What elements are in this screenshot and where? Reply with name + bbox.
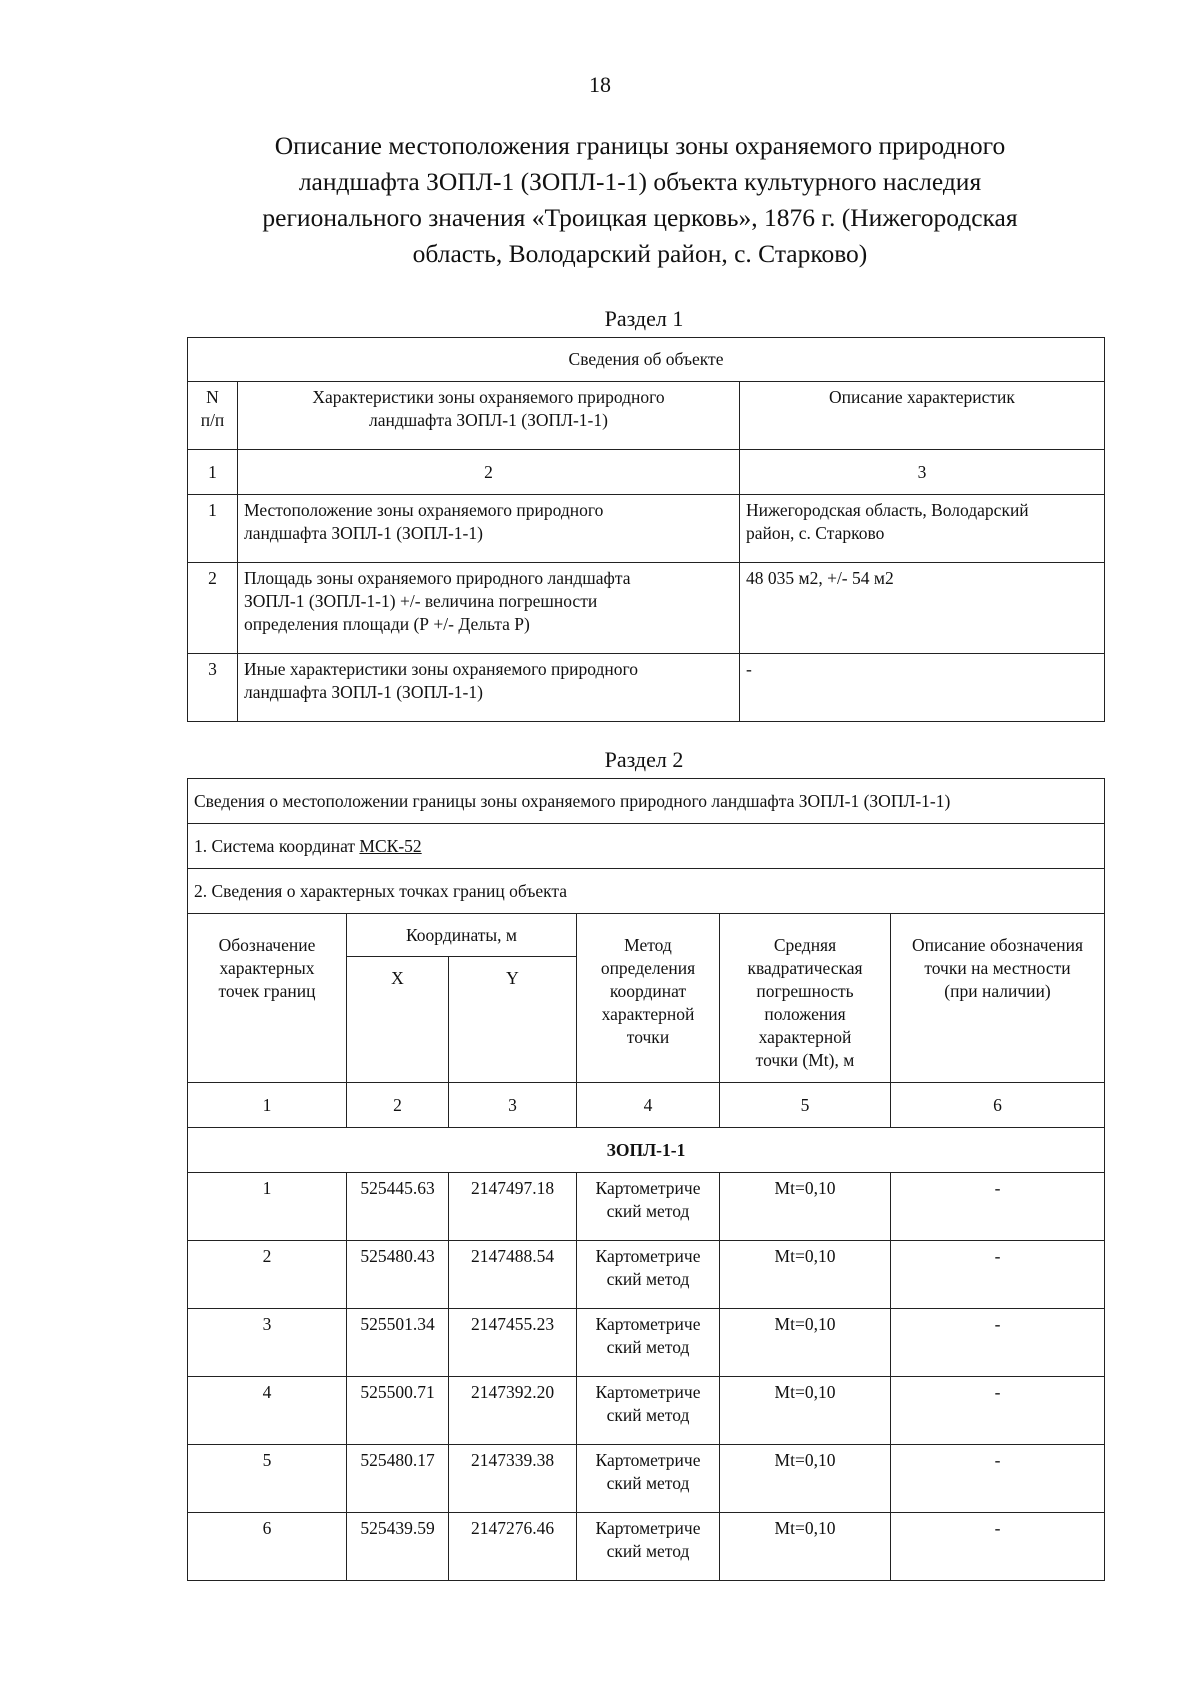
row-description: 48 035 м2, +/- 54 м2 bbox=[740, 563, 1105, 654]
point-x: 525480.17 bbox=[347, 1445, 449, 1513]
point-number: 6 bbox=[188, 1513, 347, 1581]
row-description: - bbox=[740, 654, 1105, 722]
page-number: 18 bbox=[589, 72, 611, 97]
table-row bbox=[188, 495, 1105, 563]
section1-caption: Раздел 1 bbox=[604, 306, 684, 331]
point-description: - bbox=[891, 1309, 1105, 1377]
point-description: - bbox=[891, 1173, 1105, 1241]
points-header: 2. Сведения о характерных точках границ объекта bbox=[188, 869, 1105, 914]
col-header-n: N п/п bbox=[188, 382, 238, 450]
col-number: 4 bbox=[577, 1083, 720, 1128]
col-header-coordinates: Координаты, м bbox=[347, 914, 577, 957]
point-number: 2 bbox=[188, 1241, 347, 1309]
point-description: - bbox=[891, 1513, 1105, 1581]
row-characteristic: Площадь зоны охраняемого природного ландшафта ЗОПЛ-1 (ЗОПЛ-1-1) +/- величина погрешности определения площади (Р +/- Дельта Р) bbox=[238, 563, 740, 654]
col-header-description: Описание характеристик bbox=[740, 382, 1105, 450]
point-y: 2147339.38 bbox=[449, 1445, 577, 1513]
section2-table bbox=[187, 778, 1105, 1581]
point-number: 1 bbox=[188, 1173, 347, 1241]
point-number: 4 bbox=[188, 1377, 347, 1445]
col-header-accuracy: Средняя квадратическая погрешность положения характерной точки (Mt), м bbox=[720, 914, 891, 1083]
point-accuracy: Mt=0,10 bbox=[720, 1241, 891, 1309]
col-number: 5 bbox=[720, 1083, 891, 1128]
table-row bbox=[188, 1173, 1105, 1241]
point-accuracy: Mt=0,10 bbox=[720, 1513, 891, 1581]
point-y: 2147276.46 bbox=[449, 1513, 577, 1581]
point-number: 5 bbox=[188, 1445, 347, 1513]
zone-label: ЗОПЛ-1-1 bbox=[188, 1128, 1105, 1173]
row-number: 2 bbox=[188, 563, 238, 654]
point-y: 2147497.18 bbox=[449, 1173, 577, 1241]
title-line: Описание местоположения границы зоны охраняемого природного bbox=[274, 131, 1006, 160]
point-x: 525500.71 bbox=[347, 1377, 449, 1445]
col-header-designation: Обозначение характерных точек границ bbox=[188, 914, 347, 1083]
point-accuracy: Mt=0,10 bbox=[720, 1173, 891, 1241]
point-accuracy: Mt=0,10 bbox=[720, 1377, 891, 1445]
row-characteristic: Местоположение зоны охраняемого природного ландшафта ЗОПЛ-1 (ЗОПЛ-1-1) bbox=[238, 495, 740, 563]
col-number: 2 bbox=[238, 450, 740, 495]
point-x: 525439.59 bbox=[347, 1513, 449, 1581]
col-header-method: Метод определения координат характерной точки bbox=[577, 914, 720, 1083]
title-line: ландшафта ЗОПЛ-1 (ЗОПЛ-1-1) объекта культурного наследия bbox=[298, 167, 982, 196]
point-y: 2147455.23 bbox=[449, 1309, 577, 1377]
point-description: - bbox=[891, 1241, 1105, 1309]
point-x: 525501.34 bbox=[347, 1309, 449, 1377]
col-number: 1 bbox=[188, 1083, 347, 1128]
point-x: 525480.43 bbox=[347, 1241, 449, 1309]
document-title bbox=[190, 128, 1090, 272]
col-number: 2 bbox=[347, 1083, 449, 1128]
point-number: 3 bbox=[188, 1309, 347, 1377]
col-header-characteristics: Характеристики зоны охраняемого природного ландшафта ЗОПЛ-1 (ЗОПЛ-1-1) bbox=[238, 382, 740, 450]
table-row bbox=[188, 654, 1105, 722]
point-accuracy: Mt=0,10 bbox=[720, 1309, 891, 1377]
row-description: Нижегородская область, Володарский район, с. Старково bbox=[740, 495, 1105, 563]
title-line: регионального значения «Троицкая церковь», 1876 г. (Нижегородская bbox=[262, 203, 1018, 232]
point-x: 525445.63 bbox=[347, 1173, 449, 1241]
row-characteristic: Иные характеристики зоны охраняемого природного ландшафта ЗОПЛ-1 (ЗОПЛ-1-1) bbox=[238, 654, 740, 722]
point-method: Картометриче ский метод bbox=[577, 1377, 720, 1445]
point-description: - bbox=[891, 1445, 1105, 1513]
table-row bbox=[188, 1377, 1105, 1445]
col-number: 3 bbox=[740, 450, 1105, 495]
col-number: 1 bbox=[188, 450, 238, 495]
title-line: область, Володарский район, с. Старково) bbox=[412, 239, 868, 268]
point-method: Картометриче ский метод bbox=[577, 1309, 720, 1377]
table-row bbox=[188, 1445, 1105, 1513]
point-accuracy: Mt=0,10 bbox=[720, 1445, 891, 1513]
point-y: 2147392.20 bbox=[449, 1377, 577, 1445]
section2-header: Сведения о местоположении границы зоны охраняемого природного ландшафта ЗОПЛ-1 (ЗОПЛ-1-1) bbox=[188, 779, 1105, 824]
coordinate-system: 1. Система координат МСК-52 bbox=[188, 824, 1105, 869]
point-method: Картометриче ский метод bbox=[577, 1173, 720, 1241]
col-number: 6 bbox=[891, 1083, 1105, 1128]
point-description: - bbox=[891, 1377, 1105, 1445]
point-y: 2147488.54 bbox=[449, 1241, 577, 1309]
section1-table bbox=[187, 337, 1105, 722]
table-row bbox=[188, 563, 1105, 654]
col-header-y: Y bbox=[449, 957, 577, 1083]
col-header-point-description: Описание обозначения точки на местности (при наличии) bbox=[891, 914, 1105, 1083]
table-row bbox=[188, 1241, 1105, 1309]
col-number: 3 bbox=[449, 1083, 577, 1128]
row-number: 1 bbox=[188, 495, 238, 563]
col-header-x: X bbox=[347, 957, 449, 1083]
table-row bbox=[188, 1309, 1105, 1377]
coordinate-system-value: МСК-52 bbox=[359, 835, 422, 856]
point-method: Картометриче ский метод bbox=[577, 1241, 720, 1309]
table-row bbox=[188, 1513, 1105, 1581]
point-method: Картометриче ский метод bbox=[577, 1513, 720, 1581]
section1-header: Сведения об объекте bbox=[188, 338, 1105, 382]
row-number: 3 bbox=[188, 654, 238, 722]
point-method: Картометриче ский метод bbox=[577, 1445, 720, 1513]
section2-caption: Раздел 2 bbox=[604, 747, 684, 772]
